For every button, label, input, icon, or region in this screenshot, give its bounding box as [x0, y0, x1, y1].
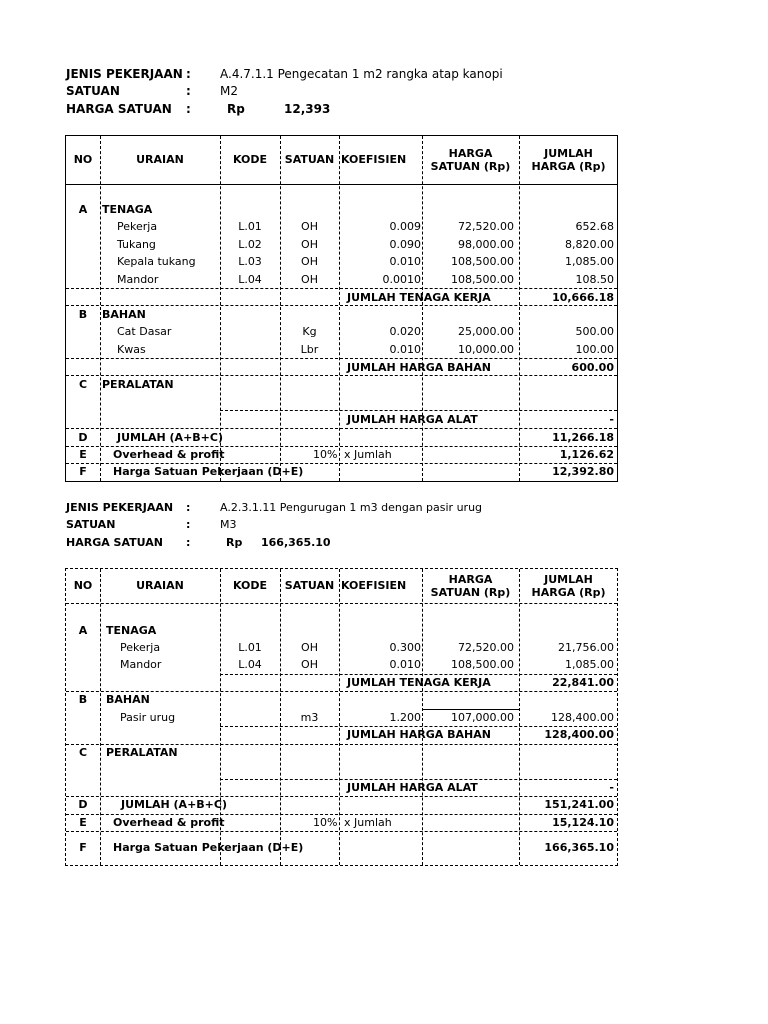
section-title: BAHAN: [106, 693, 150, 706]
row-d-no: D: [78, 798, 88, 811]
col-header-satuan: SATUAN: [284, 153, 335, 166]
item-uraian: Kepala tukang: [117, 255, 196, 268]
satuan-label-1: SATUAN: [66, 84, 120, 98]
section-title: BAHAN: [102, 308, 146, 321]
item-uraian: Mandor: [120, 658, 162, 671]
item-satuan: OH: [301, 220, 318, 233]
col-header-kode: KODE: [232, 579, 268, 592]
item-kode: L.01: [238, 220, 262, 233]
colon-1b: :: [186, 84, 191, 98]
item-uraian: Pekerja: [120, 641, 161, 654]
section-title: TENAGA: [102, 203, 153, 216]
item-jumlah: 1,085.00: [565, 255, 614, 268]
subtotal-value: 128,400.00: [544, 728, 614, 741]
jenis-pekerjaan-value-1: A.4.7.1.1 Pengecatan 1 m2 rangka atap kanopi: [220, 67, 503, 81]
row-e-pct: 10%: [313, 816, 338, 829]
item-koefisien: 0.090: [389, 238, 421, 251]
analisa-table-2: [65, 568, 618, 866]
item-uraian: Kwas: [117, 343, 146, 356]
item-jumlah: 100.00: [575, 343, 614, 356]
colon-2b: :: [186, 518, 191, 531]
subtotal-value: 600.00: [571, 361, 614, 374]
subtotal-value: 22,841.00: [552, 676, 614, 689]
row-e-value: 1,126.62: [559, 448, 614, 461]
row-d-label: JUMLAH (A+B+C): [117, 431, 223, 444]
section-no: B: [78, 693, 88, 706]
item-harga: 107,000.00: [451, 711, 514, 724]
item-koefisien: 0.010: [389, 343, 421, 356]
item-jumlah: 1,085.00: [565, 658, 614, 671]
col-header-jumlah-harga: JUMLAH HARGA (Rp): [531, 573, 606, 599]
item-kode: L.01: [238, 641, 262, 654]
item-uraian: Mandor: [117, 273, 159, 286]
row-f-no: F: [79, 841, 87, 854]
section-no: C: [78, 746, 88, 759]
row-f-value: 166,365.10: [544, 841, 614, 854]
section-no: A: [78, 203, 88, 216]
jenis-pekerjaan-label-1: JENIS PEKERJAAN: [66, 67, 183, 81]
item-satuan: OH: [301, 658, 318, 671]
row-e-label: Overhead & profit: [113, 816, 225, 829]
col-header-koefisien: KOEFISIEN: [341, 579, 407, 592]
row-e-no: E: [79, 448, 87, 461]
row-d-value: 151,241.00: [544, 798, 614, 811]
section-title: PERALATAN: [106, 746, 178, 759]
item-uraian: Pekerja: [117, 220, 158, 233]
harga-satuan-value-1: 12,393: [284, 102, 331, 116]
col-header-no: NO: [73, 579, 93, 592]
analisa-table-1: [65, 135, 618, 482]
row-f-label: Harga Satuan Pekerjaan (D+E): [113, 841, 304, 854]
col-header-kode: KODE: [232, 153, 268, 166]
item-harga: 98,000.00: [458, 238, 514, 251]
satuan-value-1: M2: [220, 84, 238, 98]
colon-1a: :: [186, 67, 191, 81]
item-kode: L.02: [238, 238, 262, 251]
subtotal-value: -: [609, 781, 614, 794]
col-header-koefisien: KOEFISIEN: [341, 153, 407, 166]
row-d-label: JUMLAH (A+B+C): [121, 798, 227, 811]
satuan-label-2: SATUAN: [66, 518, 116, 531]
item-koefisien: 0.020: [389, 325, 421, 338]
col-header-uraian: URAIAN: [136, 153, 184, 166]
harga-satuan-value-2: 166,365.10: [261, 536, 331, 549]
item-satuan: Kg: [302, 325, 317, 338]
subtotal-value: 10,666.18: [552, 291, 614, 304]
item-uraian: Pasir urug: [120, 711, 176, 724]
colon-2c: :: [186, 536, 191, 549]
col-header-satuan: SATUAN: [284, 579, 335, 592]
section-no: A: [78, 624, 88, 637]
subtotal-value: -: [609, 413, 614, 426]
section-title: PERALATAN: [102, 378, 174, 391]
col-header-no: NO: [73, 153, 93, 166]
colon-1c: :: [186, 102, 191, 116]
item-harga: 72,520.00: [458, 641, 514, 654]
item-harga: 72,520.00: [458, 220, 514, 233]
row-e-x: x Jumlah: [344, 816, 392, 829]
col-header-harga-satuan: HARGA SATUAN (Rp): [430, 147, 511, 173]
rp-label-2: Rp: [226, 536, 243, 549]
item-harga: 10,000.00: [458, 343, 514, 356]
row-f-label: Harga Satuan Pekerjaan (D+E): [113, 465, 304, 478]
section-no: B: [78, 308, 88, 321]
item-kode: L.03: [238, 255, 262, 268]
item-jumlah: 108.50: [575, 273, 614, 286]
col-header-uraian: URAIAN: [136, 579, 184, 592]
row-f-value: 12,392.80: [552, 465, 614, 478]
item-koefisien: 0.009: [389, 220, 421, 233]
subtotal-label: JUMLAH HARGA ALAT: [347, 781, 478, 794]
subtotal-label: JUMLAH HARGA ALAT: [347, 413, 478, 426]
col-header-harga-satuan: HARGA SATUAN (Rp): [430, 573, 511, 599]
item-jumlah: 652.68: [575, 220, 614, 233]
jenis-pekerjaan-value-2: A.2.3.1.11 Pengurugan 1 m3 dengan pasir urug: [220, 501, 483, 514]
colon-2a: :: [186, 501, 191, 514]
item-koefisien: 1.200: [389, 711, 421, 724]
item-satuan: OH: [301, 273, 318, 286]
row-e-x: x Jumlah: [344, 448, 392, 461]
item-koefisien: 0.300: [389, 641, 421, 654]
item-satuan: m3: [300, 711, 319, 724]
subtotal-label: JUMLAH HARGA BAHAN: [347, 728, 491, 741]
item-harga: 25,000.00: [458, 325, 514, 338]
item-jumlah: 8,820.00: [565, 238, 614, 251]
item-jumlah: 128,400.00: [551, 711, 614, 724]
harga-satuan-label-2: HARGA SATUAN: [66, 536, 163, 549]
item-harga: 108,500.00: [451, 658, 514, 671]
item-satuan: Lbr: [300, 343, 319, 356]
jenis-pekerjaan-label-2: JENIS PEKERJAAN: [66, 501, 174, 514]
section-no: C: [78, 378, 88, 391]
item-koefisien: 0.010: [389, 255, 421, 268]
item-kode: L.04: [238, 658, 262, 671]
item-uraian: Cat Dasar: [117, 325, 172, 338]
col-header-jumlah-harga: JUMLAH HARGA (Rp): [531, 147, 606, 173]
item-jumlah: 500.00: [575, 325, 614, 338]
rp-label-1: Rp: [227, 102, 245, 116]
item-jumlah: 21,756.00: [558, 641, 614, 654]
item-kode: L.04: [238, 273, 262, 286]
row-e-label: Overhead & profit: [113, 448, 225, 461]
item-uraian: Tukang: [117, 238, 156, 251]
satuan-value-2: M3: [220, 518, 237, 531]
item-harga: 108,500.00: [451, 273, 514, 286]
item-satuan: OH: [301, 641, 318, 654]
section-title: TENAGA: [106, 624, 157, 637]
row-f-no: F: [79, 465, 87, 478]
subtotal-label: JUMLAH TENAGA KERJA: [347, 291, 491, 304]
item-satuan: OH: [301, 238, 318, 251]
subtotal-label: JUMLAH HARGA BAHAN: [347, 361, 491, 374]
row-e-pct: 10%: [313, 448, 338, 461]
row-e-value: 15,124.10: [552, 816, 614, 829]
subtotal-label: JUMLAH TENAGA KERJA: [347, 676, 491, 689]
row-d-no: D: [78, 431, 88, 444]
item-harga: 108,500.00: [451, 255, 514, 268]
item-koefisien: 0.010: [389, 658, 421, 671]
row-d-value: 11,266.18: [552, 431, 614, 444]
item-koefisien: 0.0010: [382, 273, 421, 286]
harga-satuan-label-1: HARGA SATUAN: [66, 102, 172, 116]
item-satuan: OH: [301, 255, 318, 268]
row-e-no: E: [79, 816, 87, 829]
